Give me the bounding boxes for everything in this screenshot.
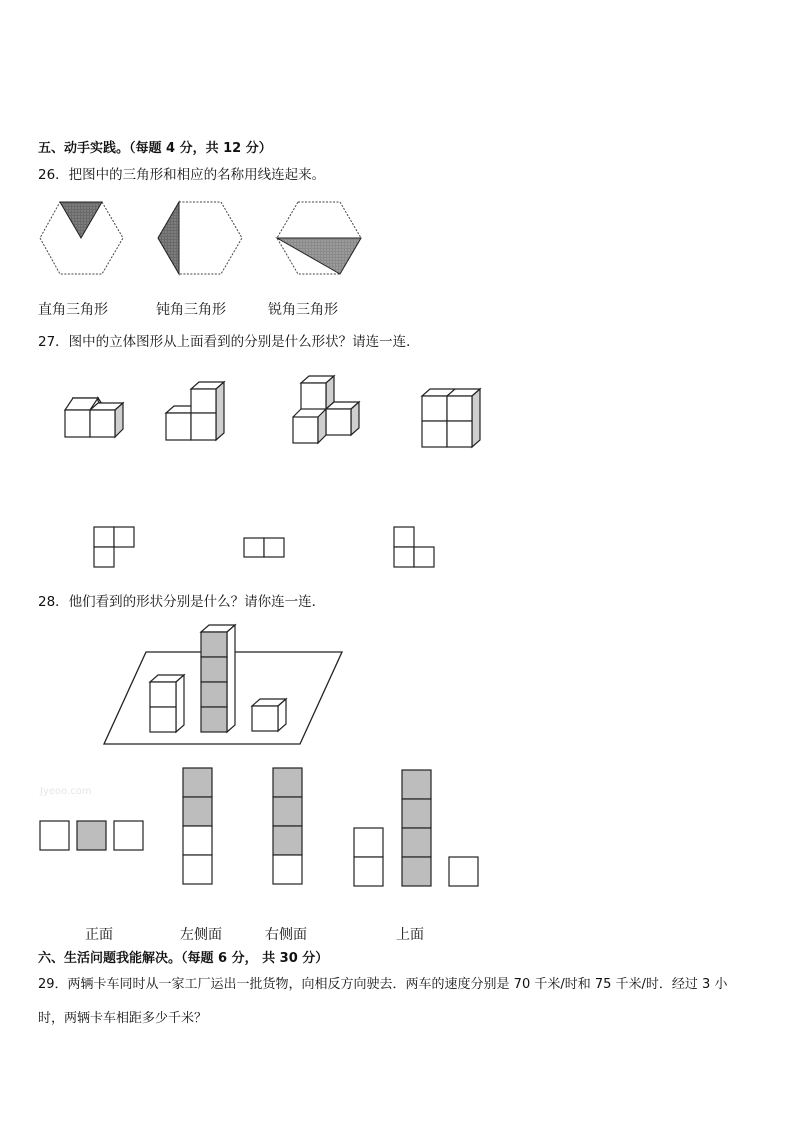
- label-obtuse-triangle[interactable]: 钝角三角形: [156, 302, 226, 318]
- two-cube-stack: [150, 675, 184, 732]
- view-option-front[interactable]: [40, 821, 143, 850]
- view-option-right[interactable]: [273, 768, 302, 884]
- four-cube-stack: [201, 625, 235, 732]
- view-option-left[interactable]: [183, 768, 212, 884]
- single-cube: [252, 699, 286, 731]
- view-option-top[interactable]: [354, 770, 478, 886]
- question-26: 26．把图中的三角形和相应的名称用线连起来。: [38, 167, 326, 183]
- label-right-triangle[interactable]: 直角三角形: [38, 302, 108, 318]
- question-27: 27．图中的立体图形从上面看到的分别是什么形状？请连一连．: [38, 334, 420, 350]
- view-label-front[interactable]: 正面: [85, 927, 113, 943]
- view-label-right-side[interactable]: 右侧面: [265, 927, 307, 943]
- section-five-heading: 五、动手实践。（每题 4 分，共 12 分）: [38, 141, 272, 156]
- view-label-top[interactable]: 上面: [396, 927, 424, 943]
- label-acute-triangle[interactable]: 锐角三角形: [268, 302, 338, 318]
- section-six-heading: 六、生活问题我能解决。（每题 6 分， 共 30 分）: [38, 951, 329, 966]
- watermark: Jyeoo.com: [40, 786, 92, 797]
- view-label-left-side[interactable]: 左侧面: [180, 927, 222, 943]
- question-28: 28．他们看到的形状分别是什么？请你连一连．: [38, 594, 326, 610]
- question-29-line-2: 时，两辆卡车相距多少千米？: [38, 1011, 208, 1026]
- question-29-line-1: 29．两辆卡车同时从一家工厂运出一批货物，向相反方向驶去．两车的速度分别是 70 千米/时和 75 千米/时．经过 3 小: [38, 977, 728, 992]
